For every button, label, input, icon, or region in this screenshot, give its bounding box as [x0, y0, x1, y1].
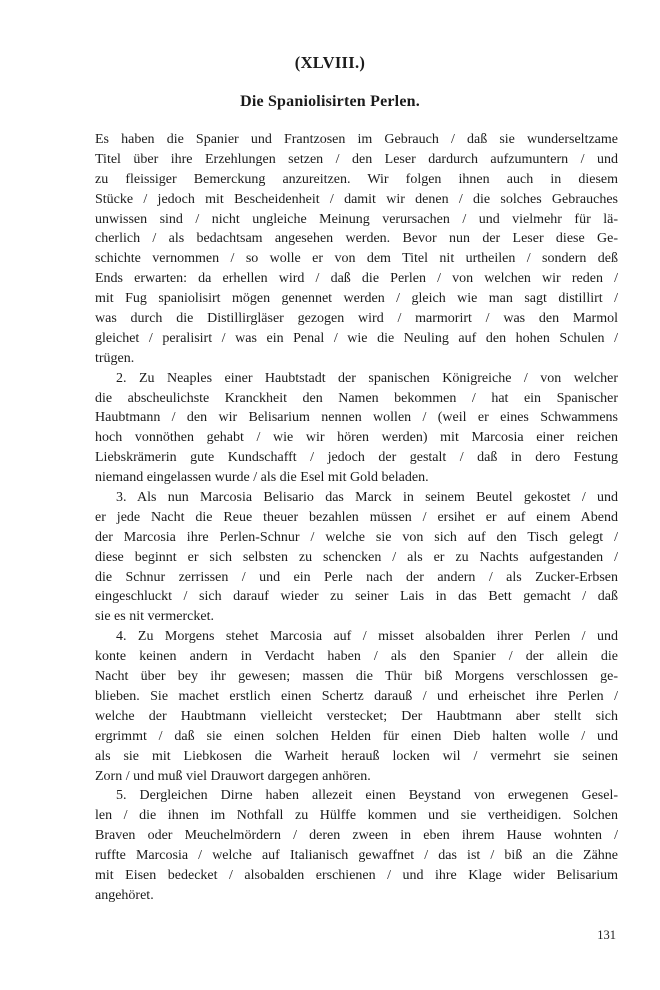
text-line: der Marcosia ihre Perlen-Schnur / welche sie von sich auf den Tisch gelegt / — [95, 529, 618, 545]
text-line: trügen. — [95, 350, 135, 366]
text-line: Liebskrämerin gute Kundschafft / jedoch der gestalt / daß in dero Festung — [95, 450, 618, 466]
text-line: welche der Haubtmann vielleicht verstecket; Der Haubtmann aber stellt sich — [95, 708, 618, 724]
text-line: Nacht über bey ihr gewesen; massen die Thür biß Morgens verschlossen ge- — [95, 669, 618, 685]
text-line: 4. Zu Morgens stehet Marcosia auf / misset alsobalden ihrer Perlen / und — [116, 629, 618, 645]
text-line: eingeschluckt / sich darauf wieder zu seiner Lais in das Bett gemacht / daß — [95, 589, 618, 605]
text-line: Titel über ihre Erzehlungen setzen / den Leser dardurch aufzumuntern / und — [95, 151, 618, 167]
text-line: die abscheulichste Kranckheit den Namen bekommen / hat ein Spanischer — [95, 390, 618, 406]
text-line: Es haben die Spanier und Frantzosen im Gebrauch / daß sie wunderseltzame — [95, 132, 618, 147]
text-line: 2. Zu Neaples einer Haubtstadt der spanischen Königreiche / von welcher — [116, 370, 618, 386]
chapter-title: Die Spaniolisirten Perlen. — [240, 93, 420, 110]
text-line: unwissen sind / nicht ungleiche Meinung verursachen / und vielmehr für lä- — [95, 211, 618, 227]
text-line: schichte vernommen / so wolle er von dem Titel nit urtheilen / sondern deß — [95, 251, 618, 267]
text-line: sie es nit vermercket. — [95, 609, 214, 625]
text-line: konte keinen andern in Verdacht haben / als den Spanier / der allein die — [95, 649, 618, 665]
text-line: Braven oder Meuchelmördern / deren zween in eben ihrem Hause wohnten / — [95, 828, 618, 844]
text-line: ruffte Marcosia / welche auf Italianisch gewaffnet / das ist / biß an die Zähne — [95, 848, 618, 864]
chapter-number: (XLVIII.) — [294, 53, 366, 72]
text-line: zu fleissiger Bemerckung anzureitzen. Wir folgen ihnen auch in diesem — [95, 171, 618, 187]
body-text — [95, 130, 618, 906]
text-line: die Schnur zerrissen / und ein Perle nach der andern / als Zucker-Erbsen — [95, 569, 618, 585]
page-number: 131 — [597, 928, 616, 942]
text-line: len / die ihnen im Nothfall zu Hülffe kommen und sie vertheidigen. Solchen — [95, 808, 618, 824]
text-line: 3. Als nun Marcosia Belisario das Marck in seinem Beutel gekostet / und — [116, 490, 618, 506]
text-line: mit Fug spaniolisirt mögen genennet werden / gleich wie man sagt distillirt / — [95, 291, 618, 307]
text-line: als sie mit Liebkosen die Warheit herauß locken wil / vermehrt sie seinen — [95, 748, 618, 764]
text-line: Zorn / und muß viel Drauwort dargegen anhören. — [95, 768, 371, 784]
text-line: niemand eingelassen wurde / als die Esel mit Gold beladen. — [95, 470, 429, 486]
text-line: ergrimmt / daß sie einen solchen Helden für einen Dieb halten wolle / und — [95, 728, 618, 744]
text-line: angehöret. — [95, 887, 154, 903]
text-line: was durch die Distillirgläser gezogen wird / marmorirt / was den Marmol — [95, 311, 618, 327]
text-line: blieben. Sie machet erstlich einen Schertz darauß / und erheischet ihre Perlen / — [95, 688, 618, 704]
text-line: mit Eisen bedecket / alsobalden erschienen / und ihre Klage wider Belisarium — [95, 867, 618, 883]
text-line: gleichet / peralisirt / was ein Penal / wie die Neuling auf den hohen Schulen / — [95, 330, 618, 346]
text-line: Stücke / jedoch mit Bescheidenheit / damit wir denen / die solches Gebrauches — [95, 191, 618, 207]
text-line: 5. Dergleichen Dirne haben allezeit einen Beystand von erwegenen Gesel- — [116, 788, 618, 804]
text-line: Ends erwarten: da erhellen wird / daß die Perlen / von welchen wir reden / — [95, 271, 618, 287]
text-line: Haubtmann / den wir Belisarium nennen wollen / (weil er eines Schwammens — [95, 410, 618, 426]
text-line: diese beginnt er sich selbsten zu schencken / als er zu Nachts aufgestanden / — [95, 549, 618, 565]
text-line: er jede Nacht die Reue theuer bezahlen müssen / ersihet er auf einem Abend — [95, 509, 618, 525]
text-line: hoch vonnöthen gehabt / wie wir hören werden) mit Marcosia einer reichen — [95, 430, 618, 446]
text-line: cherlich / als bedachtsam angesehen werden. Bevor nun der Leser diese Ge- — [95, 231, 618, 247]
